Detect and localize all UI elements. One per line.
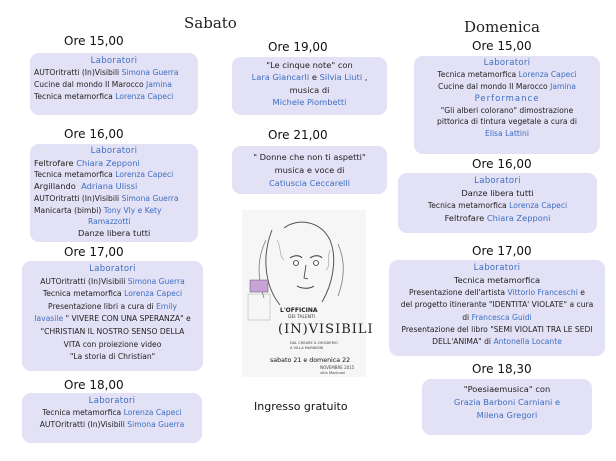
person-name: Simona Guerra: [127, 276, 185, 286]
activity-text: Tecnica metamorfica: [34, 92, 113, 101]
activity-text: AUTOritratti (In)Visibili: [39, 420, 125, 429]
activity-text: "Poesiaemusica" con: [463, 384, 551, 394]
person-name: Adriana Ulissi: [81, 181, 138, 192]
time-sabato-1700: Ore 17,00: [64, 245, 124, 259]
activity-text: AUTOritratti (In)Visibili: [34, 193, 120, 203]
person-name: Jamina: [146, 80, 172, 89]
poster-illustration: [242, 210, 366, 377]
person-name: Lorenza Capeci: [509, 200, 568, 210]
person-name: Lorenza Capeci: [115, 170, 174, 180]
activity-box-domenica-1600: [398, 173, 597, 233]
activity-text: "Gli alberi colorano" dimostrazione: [440, 106, 574, 116]
day-title-domenica: Domenica: [464, 18, 540, 36]
activity-box-sabato-1700: [22, 261, 203, 371]
activity-text: Cucine dal mondo Il Marocco: [34, 80, 144, 89]
activity-text: Feltrofare: [34, 157, 74, 168]
box-heading: Laboratori: [89, 264, 136, 274]
time-sabato-1600: Ore 16,00: [64, 127, 124, 141]
person-name: Iavasile: [34, 314, 64, 324]
person-name: Simona Guerra: [121, 68, 179, 77]
time-sabato-2100: Ore 21,00: [268, 128, 328, 142]
activity-text: ,: [364, 72, 368, 83]
box-heading: Laboratori: [483, 58, 531, 68]
person-name: Tony Vly e Kety: [103, 205, 162, 215]
activity-text: pittorica di tintura vegetale a cura di: [437, 117, 577, 127]
activity-text: Tecnica metamorfica: [42, 289, 122, 299]
activity-box-sabato-1900: [232, 57, 387, 115]
box-heading: Laboratori: [88, 396, 136, 406]
activity-text: Manicarta (bimbi): [34, 205, 102, 215]
poster-sub2: A VILLA MARINONI: [290, 346, 324, 350]
time-sabato-1900: Ore 19,00: [268, 40, 328, 54]
activity-text: "La storia di Christian": [69, 352, 156, 362]
box-heading: Laboratori: [473, 263, 521, 273]
activity-text: Tecnica metamorfica: [437, 70, 517, 80]
activity-box-domenica-1700: [389, 260, 605, 356]
poster-sub1: DAL CREARE IL DESIDERIO: [290, 341, 338, 345]
activity-box-sabato-1800: [22, 393, 202, 443]
person-name: Francesca Guidi: [471, 312, 532, 322]
poster-place: villa Marinoni: [320, 370, 346, 375]
person-name: Lorenza Capeci: [115, 92, 174, 101]
activity-text: musica e voce di: [274, 165, 345, 175]
person-name: Ramazzotti: [88, 217, 131, 227]
activity-text: " VIVERE CON UNA SPERANZA" e: [65, 314, 191, 324]
person-name: Chiara Zepponi: [486, 212, 551, 223]
box-heading: Laboratori: [90, 56, 138, 66]
activity-text: AUTOritratti (In)Visibili: [40, 276, 126, 286]
person-name: Lorenza Capeci: [124, 289, 183, 299]
person-name: Michele Piombetti: [272, 97, 347, 108]
activity-text: Danze libera tutti: [78, 227, 151, 238]
box-heading: Laboratori: [474, 176, 521, 186]
activity-text: di: [462, 312, 470, 322]
time-sabato-1500: Ore 15,00: [64, 34, 124, 48]
person-name: Lorenza Capeci: [123, 408, 182, 417]
poster-month: NOVEMBRE 2015: [320, 365, 355, 370]
activity-text: Danze libera tutti: [461, 188, 534, 199]
activity-box-sabato-2100: [232, 146, 387, 194]
free-entry-note: Ingresso gratuito: [254, 400, 348, 413]
person-name: Emily: [156, 301, 177, 311]
activity-text: Tecnica metamorfica: [42, 408, 122, 417]
poster-date: sabato 21 e domenica 22: [270, 357, 351, 364]
activity-text: Argillando: [34, 181, 76, 192]
person-name: Elisa Lattini: [485, 128, 529, 138]
person-name: Simona Guerra: [127, 420, 185, 429]
person-name: Jamina: [550, 81, 576, 91]
activity-box-domenica-1500: [414, 56, 600, 154]
person-name: Vittorio Franceschi: [507, 287, 578, 297]
activity-text: "IDENTITA' VIOLATE": [488, 300, 568, 310]
activity-text: Presentazione del libro "SEMI VIOLATI TRA LE SEDI: [401, 325, 593, 335]
activity-text: a cura: [569, 300, 594, 310]
day-title-sabato: Sabato: [184, 14, 237, 32]
time-domenica-1500: Ore 15,00: [472, 39, 532, 53]
person-name: Milena Gregori: [476, 410, 538, 421]
activity-text: Presentazione libri a cura di: [48, 301, 154, 311]
person-name: Simona Guerra: [121, 193, 179, 203]
time-sabato-1800: Ore 18,00: [64, 378, 124, 392]
activity-box-domenica-1830: [422, 379, 592, 435]
person-name: Grazia Barboni Carniani e: [453, 397, 561, 408]
time-domenica-1830: Ore 18,30: [472, 362, 532, 376]
person-name: Chiara Zepponi: [76, 157, 140, 168]
activity-text: Tecnica metamorfica: [34, 170, 113, 180]
person-name: Catiuscia Ceccarelli: [269, 178, 350, 188]
person-name: Antonella Locante: [493, 337, 562, 347]
person-name: Lara Giancarli: [251, 72, 310, 83]
box-heading: Laboratori: [90, 146, 138, 156]
activity-text: Tecnica metamorfica: [427, 200, 507, 210]
activity-text: del progetto itinerante: [400, 300, 487, 310]
activity-text: Feltrofare: [444, 212, 485, 223]
activity-text: "CHRISTIAN IL NOSTRO SENSO DELLA: [40, 326, 185, 336]
activity-text: Tecnica metamorfica: [453, 275, 541, 286]
activity-box-sabato-1600: [30, 144, 198, 242]
activity-text: Cucine dal mondo Il Marocco: [438, 81, 548, 91]
event-poster: [242, 210, 374, 377]
activity-text: VITA con proiezione video: [63, 339, 162, 349]
time-domenica-1600: Ore 16,00: [472, 157, 532, 171]
activity-text: musica di: [289, 84, 330, 95]
activity-text: " Donne che non ti aspetti": [253, 152, 366, 162]
activity-text: e: [311, 72, 317, 83]
activity-text: e: [580, 287, 585, 297]
person-name: Silvia Liuti: [319, 72, 363, 83]
poster-top: L'OFFICINA: [280, 307, 318, 314]
poster-mid: DEI TALENTI: [288, 315, 316, 320]
activity-text: DELL'ANIMA" di: [432, 337, 492, 347]
box-heading: Performance: [474, 93, 540, 104]
activity-text: AUTOritratti (In)Visibili: [34, 68, 120, 77]
person-name: Lorenza Capeci: [518, 70, 577, 80]
time-domenica-1700: Ore 17,00: [472, 244, 532, 258]
activity-text: "Le cinque note" con: [266, 60, 353, 70]
activity-text: Presentazione dell'artista: [409, 287, 506, 297]
activity-box-sabato-1500: [30, 53, 198, 115]
poster-title: (IN)VISIBILI: [278, 322, 374, 337]
